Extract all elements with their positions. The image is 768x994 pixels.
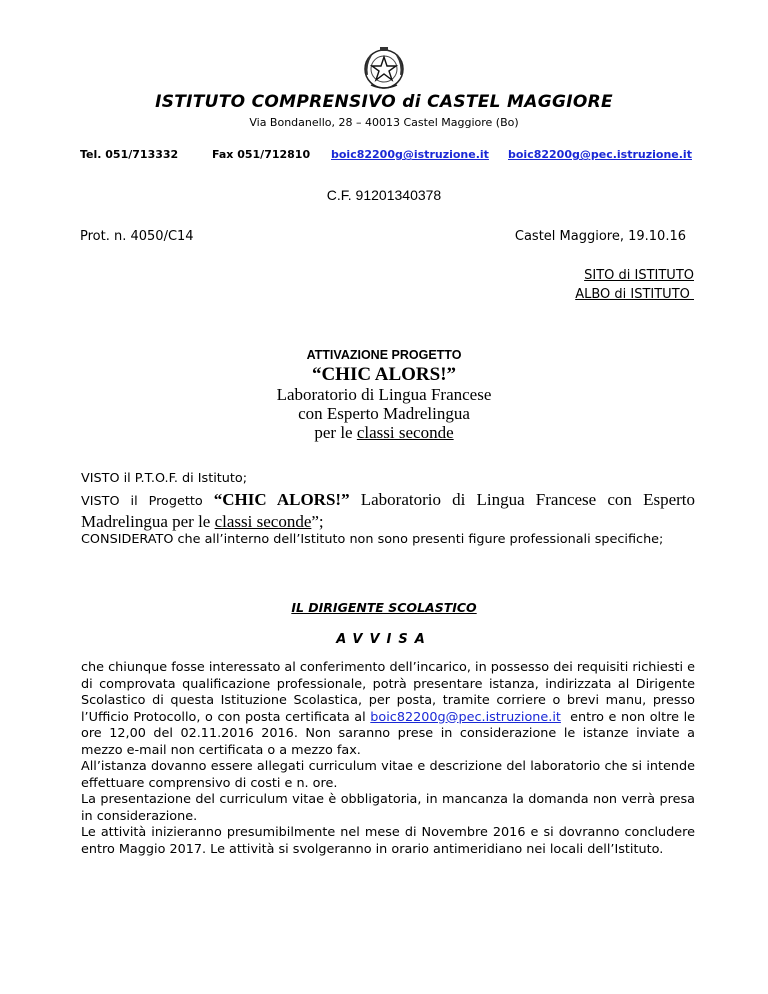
project-name: “CHIC ALORS!” — [311, 364, 457, 385]
pec-address-link[interactable]: boic82200g@pec.istruzione.it — [370, 709, 561, 725]
visto-progetto-classes: classi seconde — [214, 512, 312, 531]
project-line-2: con Esperto Madrelingua — [298, 404, 470, 423]
paragraph-4: Le attività inizieranno presumibilmente nel mese di Novembre 2016 e si dovranno concludere entro Maggio 2017. Le attività si svolgeranno in orario antimeridiano nei locali dell’Istituto. — [81, 825, 695, 857]
publication-targets — [575, 266, 694, 304]
school-title: ISTITUTO COMPRENSIVO di CASTEL MAGGIORE — [155, 92, 613, 112]
visto-progetto-desc: Laboratorio di Lingua Francese con Esperto Madrelingua per le — [81, 490, 700, 531]
school-address: Via Bondanello, 28 – 40013 Castel Maggiore (Bo) — [249, 116, 519, 129]
visto-progetto — [81, 490, 700, 534]
telephone: Tel. 051/713332 — [80, 148, 179, 161]
sito-istituto: SITO di ISTITUTO — [584, 268, 694, 283]
paragraph-3: La presentazione del curriculum vitae è obbligatoria, in mancanza la domanda non verrà presa in considerazione. — [81, 792, 695, 824]
fiscal-code: C.F. 91201340378 — [326, 187, 442, 203]
albo-istituto: ALBO di ISTITUTO — [575, 287, 694, 302]
protocol-number: Prot. n. 4050/C14 — [80, 229, 194, 244]
visto-progetto-prefix: VISTO il Progetto — [81, 494, 214, 509]
fax: Fax 051/712810 — [212, 148, 311, 161]
paragraph-1-end: entro e non oltre le ore 12,00 del 02.11.2016 2016. Non saranno prese in considerazione le istanze inviate a mezzo e-mail non certificata o a mezzo fax. — [81, 709, 700, 758]
paragraph-2: All’istanza dovanno essere allegati curriculum vitae e descrizione del laboratorio che si intende effettuare comprensivo di costi e n. ore. — [81, 759, 695, 791]
visto-ptof: VISTO il P.T.O.F. di Istituto; — [81, 471, 248, 486]
place-date: Castel Maggiore, 19.10.16 — [514, 229, 686, 244]
project-line-3-pre: per le — [314, 423, 357, 442]
project-line-3 — [0, 423, 768, 443]
dirigente-heading: IL DIRIGENTE SCOLASTICO — [291, 600, 477, 615]
republic-emblem-icon — [361, 45, 407, 91]
avvisa-heading: AVVISA — [336, 632, 432, 647]
pec-link[interactable]: boic82200g@pec.istruzione.it — [508, 148, 692, 161]
project-line-3-underlined: classi seconde — [356, 423, 454, 442]
paragraph-1-text: che chiunque fosse interessato al conferimento dell’incarico, in possesso dei requisiti richiesti e di comprovata qualificazione professionale, potrà presentare istanza, indirizzata al Dirigente Scolastico di questa Istituzione Scolastica, per posta, tramite corriere o brevi manu, presso l’Ufficio Protocollo, o con posta certificata al — [81, 660, 695, 725]
project-line-1: Laboratorio di Lingua Francese — [276, 385, 492, 404]
activation-label: ATTIVAZIONE PROGETTO — [306, 348, 462, 362]
paragraph-1 — [81, 660, 700, 759]
email-link[interactable]: boic82200g@istruzione.it — [331, 148, 489, 161]
visto-progetto-name: “CHIC ALORS!” — [213, 490, 350, 509]
notice-body — [81, 660, 700, 858]
visto-progetto-end: ”; — [311, 512, 324, 531]
considerato: CONSIDERATO che all’interno dell’Istituto non sono presenti figure professionali specifiche; — [81, 532, 664, 547]
